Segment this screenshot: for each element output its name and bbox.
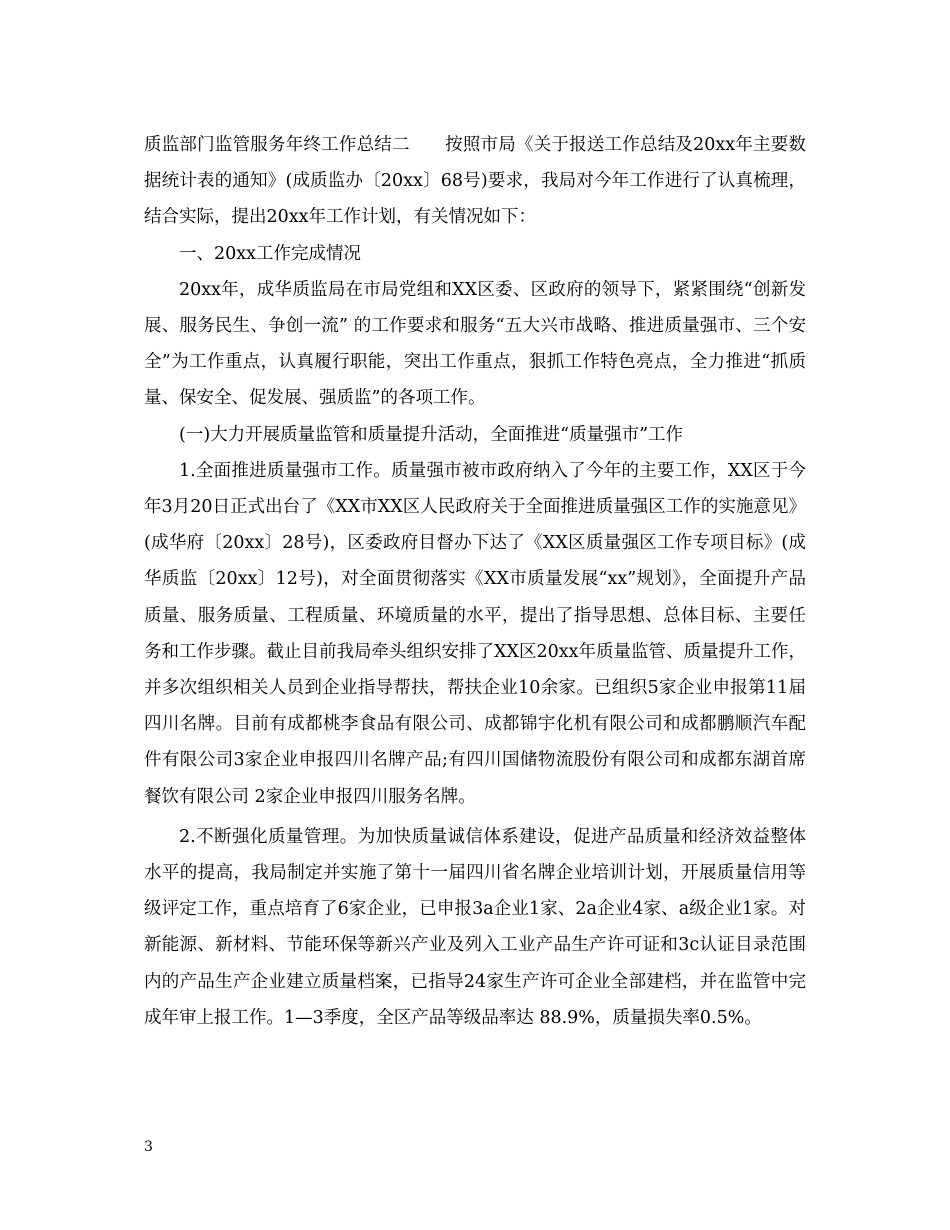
intro-paragraph: 质监部门监管服务年终工作总结二 按照市局《关于报送工作总结及20xx年主要数据统计表的通知》(成质监办〔20xx〕68号)要求，我局对今年工作进行了认真梳理，结合实际，提出20xx年工作计划，有关情况如下： (144, 135, 806, 228)
section-heading: 一、20xx工作完成情况 (179, 243, 362, 264)
summary-paragraph: 20xx年，成华质监局在市局党组和XX区委、区政府的领导下，紧紧围绕“创新发展、服务民生、争创一流” 的工作要求和服务“五大兴市战略、推进质量强市、三个安全”为工作重点，认真履行职能，突出工作重点，狠抓工作特色亮点，全力推进“抓质量、保安全、促发展、强质监”的各项工作。 (144, 279, 806, 409)
subsection-heading: (一)大力开展质量监管和质量提升活动，全面推进“质量强市”工作 (179, 424, 684, 445)
document-body (144, 127, 806, 1036)
item-paragraph-1: 1.全面推进质量强市工作。质量强市被市政府纳入了今年的主要工作，XX区于今年3月20日正式出台了《XX市XX区人民政府关于全面推进质量强区工作的实施意见》(成华府〔20xx〕28号)，区委政府目督办下达了《XX区质量强区工作专项目标》(成华质监〔20xx〕12号)，对全面贯彻落实《XX市质量发展“xx”规划》，全面提升产品质量、服务质量、工程质量、环境质量的水平，提出了指导思想、总体目标、主要任务和工作步骤。截止目前我局牵头组织安排了XX区20xx年质量监管、质量提升工作，并多次组织相关人员到企业指导帮扶，帮扶企业10余家。已组织5家企业申报第11届四川名牌。目前有成都桃李食品有限公司、成都锦宇化机有限公司和成都鹏顺汽车配件有限公司3家企业申报四川名牌产品;有四川国储物流股份有限公司和成都东湖首席餐饮有限公司 2家企业申报四川服务名牌。 (144, 460, 806, 807)
item-paragraph-2: 2.不断强化质量管理。为加快质量诚信体系建设，促进产品质量和经济效益整体水平的提高，我局制定并实施了第十一届四川省名牌企业培训计划，开展质量信用等级评定工作，重点培育了6家企业，已申报3a企业1家、2a企业4家、a级企业1家。对新能源、新材料、节能环保等新兴产业及列入工业产品生产许可证和3c认证目录范围内的产品生产企业建立质量档案，已指导24家生产许可企业全部建档，并在监管中完成年审上报工作。1—3季度，全区产品等级品率达 88.9%，质量损失率0.5%。 (144, 826, 806, 1028)
page-number: 3 (144, 1139, 153, 1155)
